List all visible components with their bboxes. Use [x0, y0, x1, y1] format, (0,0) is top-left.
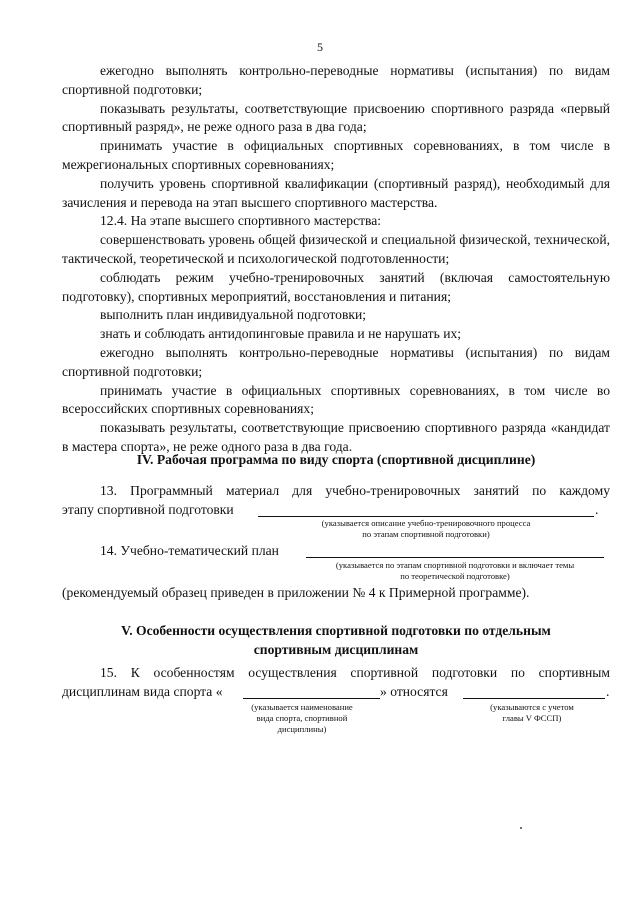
item-13-line-2: этапу спортивной подготовки: [62, 502, 234, 517]
paragraph-12-4: 12.4. На этапе высшего спортивного мастерства:: [100, 213, 382, 229]
item-15-line-1: 15. К особенностям осуществления спортивной подготовки по спортивным: [100, 665, 610, 680]
item-15-line-2-mid: » относятся: [380, 684, 448, 699]
item-14-note-line-2: по теоретической подготовке): [400, 571, 510, 581]
paragraph: получить уровень спортивной квалификации (спортивный разряд), необходимый для зачисления и перевода на этап высшего спортивного мастерства.: [62, 175, 610, 210]
paragraph: ежегодно выполнять контрольно-переводные нормативы (испытания) по видам спортивной подготовки;: [62, 344, 610, 379]
item-14-note: [290, 560, 620, 582]
item-14-blank-line: [306, 557, 604, 558]
paragraph: принимать участие в официальных спортивных соревнованиях, в том числе в межрегиональных спортивных соревнованиях;: [62, 138, 610, 172]
paragraph: принимать участие в официальных спортивных соревнованиях, в том числе во всероссийских спортивных соревнованиях;: [62, 382, 610, 417]
item-14-note-line-1: (указывается по этапам спортивной подготовки и включает темы: [335, 560, 575, 570]
paragraph: показывать результаты, соответствующие присвоению спортивного разряда «первый спортивный разряд», не реже одного раза в два года;: [62, 100, 610, 135]
section-5-heading-line-2: спортивным дисциплинам: [253, 642, 419, 657]
paragraph: знать и соблюдать антидопинговые правила и не нарушать их;: [100, 326, 462, 342]
item-15-features-blank-line: [463, 698, 605, 699]
item-15-end: .: [606, 684, 610, 699]
item-13-blank-line: [258, 516, 594, 517]
top-paragraphs: [62, 62, 610, 457]
item-14-text: 14. Учебно-тематический план: [100, 543, 279, 558]
section-4-heading: IV. Рабочая программа по виду спорта (спортивной дисциплине): [136, 452, 536, 467]
recommendation-text: (рекомендуемый образец приведен в приложении № 4 к Примерной программе).: [62, 585, 530, 600]
item-15-note-right: [462, 702, 602, 724]
section-5-heading-line-1: V. Особенности осуществления спортивной подготовки по отдельным: [121, 623, 551, 638]
item-15-note-left-line-2: вида спорта, спортивной: [256, 713, 348, 723]
item-15-sport-blank-line: [243, 698, 380, 699]
item-15-note-left-line-3: дисциплины): [277, 724, 327, 734]
scan-speck: [520, 827, 522, 829]
item-13-note: [258, 518, 594, 540]
paragraph: ежегодно выполнять контрольно-переводные нормативы (испытания) по видам спортивной подготовки;: [62, 63, 610, 97]
paragraph: соблюдать режим учебно-тренировочных занятий (включая самостоятельную подготовку), спортивных мероприятий, восстановления и питания;: [62, 269, 610, 304]
item-13-line-1: 13. Программный материал для учебно-тренировочных занятий по каждому: [100, 483, 610, 498]
item-15-note-left: [232, 702, 372, 735]
paragraph: совершенствовать уровень общей физической и специальной физической, технической, тактической, теоретической и психологической подготовленности;: [62, 232, 610, 266]
item-15-line-1-wrap: [62, 664, 610, 683]
item-13-line-1-wrap: [62, 482, 610, 501]
item-15-note-left-line-1: (указывается наименование: [251, 702, 353, 712]
paragraph: выполнить план индивидуальной подготовки;: [100, 307, 367, 323]
item-13-note-line-1: (указывается описание учебно-тренировочного процесса: [321, 518, 531, 528]
item-15-line-2-start: дисциплинам вида спорта «: [62, 684, 223, 699]
page-number: 5: [317, 40, 323, 54]
paragraph: показывать результаты, соответствующие присвоению спортивного разряда «кандидат в мастера спорта», не реже одного раза в два года.: [62, 420, 610, 454]
item-15-note-right-line-2: главы V ФССП): [502, 713, 562, 723]
item-15-note-right-line-1: (указываются с учетом: [490, 702, 574, 712]
item-13-end: .: [595, 502, 599, 517]
item-13-note-line-2: по этапам спортивной подготовки): [362, 529, 490, 539]
